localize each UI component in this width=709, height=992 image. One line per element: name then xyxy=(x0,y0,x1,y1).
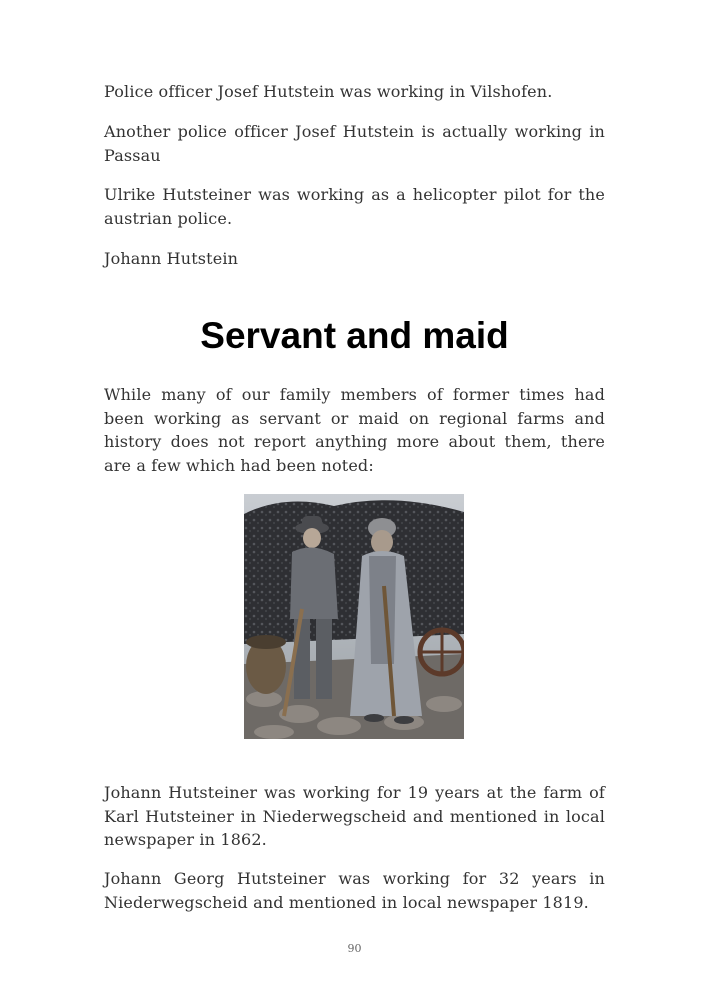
paragraph-servant-intro: While many of our family members of former times had been working as servant or maid on regional farms and history does not report anything more about them, there are a few which had been noted: xyxy=(104,385,605,475)
paragraph-johann-hutstein: Johann Hutstein xyxy=(104,249,239,268)
paragraph-helicopter-pilot: Ulrike Hutsteiner was working as a helicopter pilot for the austrian police. xyxy=(104,185,605,228)
paragraph-police-vilshofen: Police officer Josef Hutstein was working in Vilshofen. xyxy=(104,82,553,101)
paragraph-police-passau: Another police officer Josef Hutstein is actually working in Passau xyxy=(104,122,605,165)
section-heading: Servant and maid xyxy=(200,315,509,356)
paragraph-johann-hutsteiner: Johann Hutsteiner was working for 19 years at the farm of Karl Hutsteiner in Niederwegscheid and mentioned in local newspaper in 1862. xyxy=(104,783,605,849)
servant-maid-photo xyxy=(244,494,464,739)
paragraph-johann-georg-hutsteiner: Johann Georg Hutsteiner was working for 32 years in Niederwegscheid and mentioned in local newspaper 1819. xyxy=(104,869,605,912)
page-number: 90 xyxy=(347,942,362,955)
